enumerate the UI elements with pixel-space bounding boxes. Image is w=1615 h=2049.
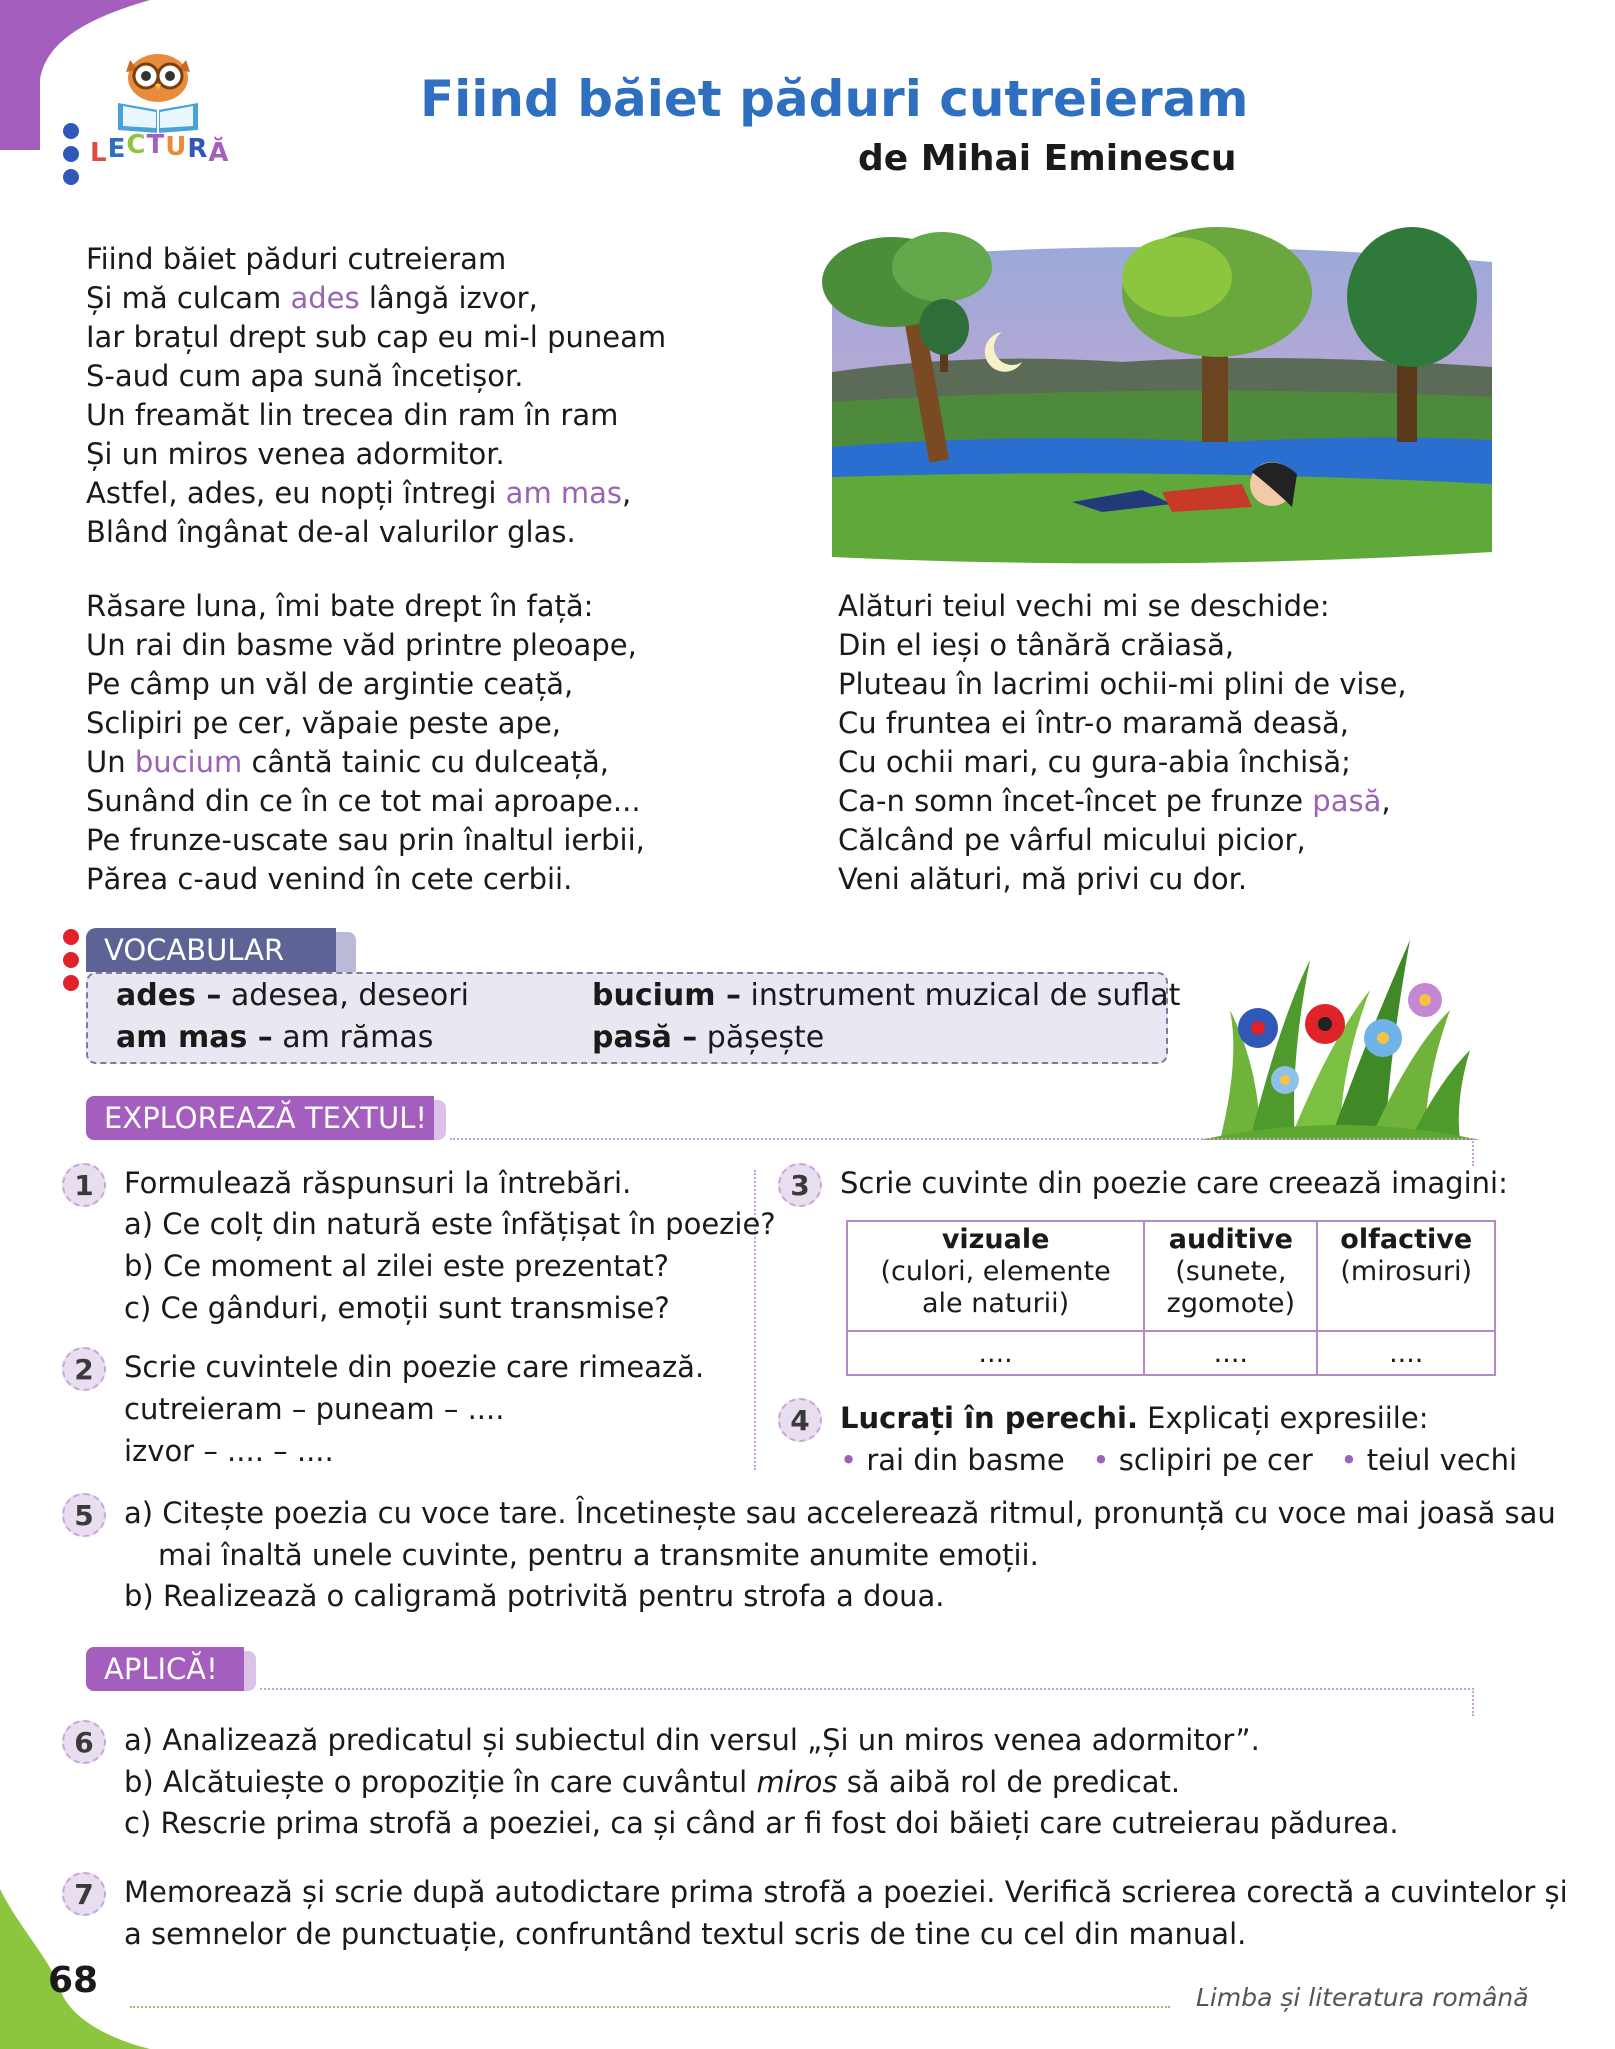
poem-text: Răsare luna, îmi bate drept în față: xyxy=(86,589,594,623)
poem-line xyxy=(86,860,645,899)
exercise-5-line: mai înaltă unele cuvinte, pentru a transmite anumite emoții. xyxy=(158,1538,1039,1572)
explore-label: EXPLOREAZĂ TEXTUL! xyxy=(104,1101,427,1135)
book-title: Limba și literatura română xyxy=(1196,1983,1529,2012)
forest-night-illustration xyxy=(822,222,1502,572)
section-divider xyxy=(450,1138,1474,1140)
poem-text: Pe câmp un văl de argintie ceață, xyxy=(86,667,574,701)
poem-line xyxy=(86,665,645,704)
poem-line xyxy=(838,821,1407,860)
poem-stanza-3 xyxy=(838,587,1407,899)
exercise-6-line: b) Alcătuiește o propoziție în care cuvântul miros să aibă rol de predicat. xyxy=(124,1765,1181,1799)
section-label: LECTURĂ xyxy=(90,130,230,168)
poem-line xyxy=(86,513,666,552)
exercise-1-item: b) Ce moment al zilei este prezentat? xyxy=(124,1249,670,1283)
poem-line xyxy=(86,279,666,318)
exercise-7-line: Memorează și scrie după autodictare prima strofă a poeziei. Verifică scrierea corectă a cuvintelor și xyxy=(124,1875,1568,1909)
poem-text: Cu fruntea ei într-o maramă deasă, xyxy=(838,706,1349,740)
poem-text: Un xyxy=(86,745,135,779)
poem-line xyxy=(86,704,645,743)
poem-line xyxy=(86,474,666,513)
poem-text: Călcând pe vârful micului picior, xyxy=(838,823,1306,857)
page-title: Fiind băiet păduri cutreieram xyxy=(420,70,1249,128)
poem-line xyxy=(86,435,666,474)
exercise-1-item: c) Ce gânduri, emoții sunt transmise? xyxy=(124,1291,670,1325)
exercise-1-title: Formulează răspunsuri la întrebări. xyxy=(124,1166,632,1200)
poem-text: Pluteau în lacrimi ochii-mi plini de vise, xyxy=(838,667,1407,701)
page-number: 68 xyxy=(48,1960,99,2001)
vocabular-label: VOCABULAR xyxy=(104,933,285,967)
grass-flowers-illustration xyxy=(1200,920,1480,1140)
exercise-5-line: b) Realizează o caligramă potrivită pentru strofa a doua. xyxy=(124,1579,945,1613)
vocabular-tab xyxy=(86,928,356,972)
exercise-5-line: a) Citește poezia cu voce tare. Încetinește sau accelerează ritmul, pronunță cu voce mai joasă sau xyxy=(124,1496,1556,1530)
exercise-2-title: Scrie cuvintele din poezie care rimează. xyxy=(124,1350,705,1384)
poem-text: Și mă culcam xyxy=(86,281,291,315)
table-header-auditive: auditive (sunete, zgomote) xyxy=(1144,1221,1317,1331)
exercise-6-line: c) Rescrie prima strofă a poeziei, ca și când ar fi fost doi băieți care cutreierau pădurea. xyxy=(124,1806,1399,1840)
bullet-icon: • xyxy=(840,1443,858,1477)
exercise-number: 3 xyxy=(778,1163,822,1207)
poem-author: de Mihai Eminescu xyxy=(858,138,1237,179)
imagery-table xyxy=(846,1220,1496,1376)
exercise-2-line: cutreieram – puneam – .... xyxy=(124,1392,505,1426)
vocab-dots-decoration xyxy=(60,928,82,992)
exercise-number: 5 xyxy=(62,1493,106,1537)
poem-line xyxy=(86,782,645,821)
bullet-icon: • xyxy=(1340,1443,1358,1477)
poem-text: Un freamăt lin trecea din ram în ram xyxy=(86,398,619,432)
exercise-2-line: izvor – .... – .... xyxy=(124,1434,334,1468)
exercise-1-item: a) Ce colț din natură este înfățișat în poezie? xyxy=(124,1207,776,1241)
section-divider xyxy=(260,1688,1474,1690)
poem-line xyxy=(86,396,666,435)
poem-text: Sunând din ce în ce tot mai aproape... xyxy=(86,784,641,818)
glossary-word: pasă xyxy=(1312,784,1382,818)
exercise-4-bullets: • rai din basme • sclipiri pe cer • teiul vechi xyxy=(840,1443,1518,1477)
poem-text: lângă izvor, xyxy=(359,281,538,315)
exercise-3-title: Scrie cuvinte din poezie care creează imagini: xyxy=(840,1166,1508,1200)
poem-line xyxy=(86,587,645,626)
table-cell: .... xyxy=(1317,1331,1495,1375)
poem-line xyxy=(86,821,645,860)
poem-line xyxy=(86,318,666,357)
poem-stanza-1 xyxy=(86,240,666,552)
table-header-olfactive: olfactive (mirosuri) xyxy=(1317,1221,1495,1331)
poem-text: Astfel, ades, eu nopți întregi xyxy=(86,476,506,510)
vocab-entry: bucium – instrument muzical de suflat xyxy=(592,978,1181,1013)
poem-text: Și un miros venea adormitor. xyxy=(86,437,505,471)
poem-line xyxy=(838,587,1407,626)
poem-line xyxy=(838,626,1407,665)
poem-line xyxy=(86,743,645,782)
poem-text: cântă tainic cu dulceață, xyxy=(242,745,610,779)
poem-line xyxy=(838,743,1407,782)
glossary-word: am mas xyxy=(505,476,623,510)
poem-line xyxy=(838,860,1407,899)
dots-decoration xyxy=(60,122,82,186)
glossary-word: ades xyxy=(290,281,360,315)
poem-text: Iar brațul drept sub cap eu mi-l puneam xyxy=(86,320,667,354)
exercise-number: 6 xyxy=(62,1720,106,1764)
vocab-entry: ades – adesea, deseori xyxy=(116,978,469,1013)
poem-text: Un rai din basme văd printre pleoape, xyxy=(86,628,637,662)
poem-text: Pe frunze-uscate sau prin înaltul ierbii, xyxy=(86,823,645,857)
footer-divider xyxy=(130,2006,1170,2008)
exercise-4-title: Lucrați în perechi. Explicați expresiile: xyxy=(840,1401,1429,1435)
apply-tab xyxy=(86,1647,256,1691)
poem-text: Veni alături, mă privi cu dor. xyxy=(838,862,1248,896)
table-cell: .... xyxy=(847,1331,1144,1375)
poem-text: , xyxy=(622,476,632,510)
poem-text: Blând îngânat de-al valurilor glas. xyxy=(86,515,576,549)
poem-text: Alături teiul vechi mi se deschide: xyxy=(838,589,1330,623)
poem-text: Cu ochii mari, cu gura-abia închisă; xyxy=(838,745,1351,779)
poem-line xyxy=(86,357,666,396)
exercise-6-line: a) Analizează predicatul și subiectul din versul „Și un miros venea adormitor”. xyxy=(124,1723,1260,1757)
poem-line xyxy=(838,704,1407,743)
vocabular-box xyxy=(86,972,1181,1064)
poem-text: , xyxy=(1381,784,1391,818)
apply-label: APLICĂ! xyxy=(104,1652,218,1686)
exercise-7-line: a semnelor de punctuație, confruntând textul scris de tine cu cel din manual. xyxy=(124,1917,1247,1951)
poem-text: Din el ieși o tânără crăiasă, xyxy=(838,628,1235,662)
table-cell: .... xyxy=(1144,1331,1317,1375)
poem-line xyxy=(86,626,645,665)
owl-reading-icon xyxy=(108,48,208,133)
exercise-number: 2 xyxy=(62,1347,106,1391)
poem-line xyxy=(838,665,1407,704)
explore-tab xyxy=(86,1096,446,1140)
poem-text: S-aud cum apa sună încetișor. xyxy=(86,359,524,393)
vocab-entry: pasă – pășește xyxy=(592,1020,825,1055)
glossary-word: bucium xyxy=(134,745,243,779)
exercise-number: 1 xyxy=(62,1163,106,1207)
exercise-number: 4 xyxy=(778,1398,822,1442)
exercise-number: 7 xyxy=(62,1872,106,1916)
bullet-icon: • xyxy=(1092,1443,1110,1477)
poem-line xyxy=(86,240,666,279)
poem-text: Sclipiri pe cer, văpaie peste ape, xyxy=(86,706,562,740)
poem-line xyxy=(838,782,1407,821)
poem-text: Părea c-aud venind în cete cerbii. xyxy=(86,862,573,896)
section-divider-end xyxy=(1472,1688,1474,1716)
poem-text: Fiind băiet păduri cutreieram xyxy=(86,242,507,276)
poem-stanza-2 xyxy=(86,587,645,899)
table-header-visual: vizuale (culori, elemente ale naturii) xyxy=(847,1221,1144,1331)
poem-text: Ca-n somn încet-încet pe frunze xyxy=(838,784,1313,818)
vocab-entry: am mas – am rămas xyxy=(116,1020,434,1055)
section-divider-end xyxy=(1472,1138,1474,1166)
